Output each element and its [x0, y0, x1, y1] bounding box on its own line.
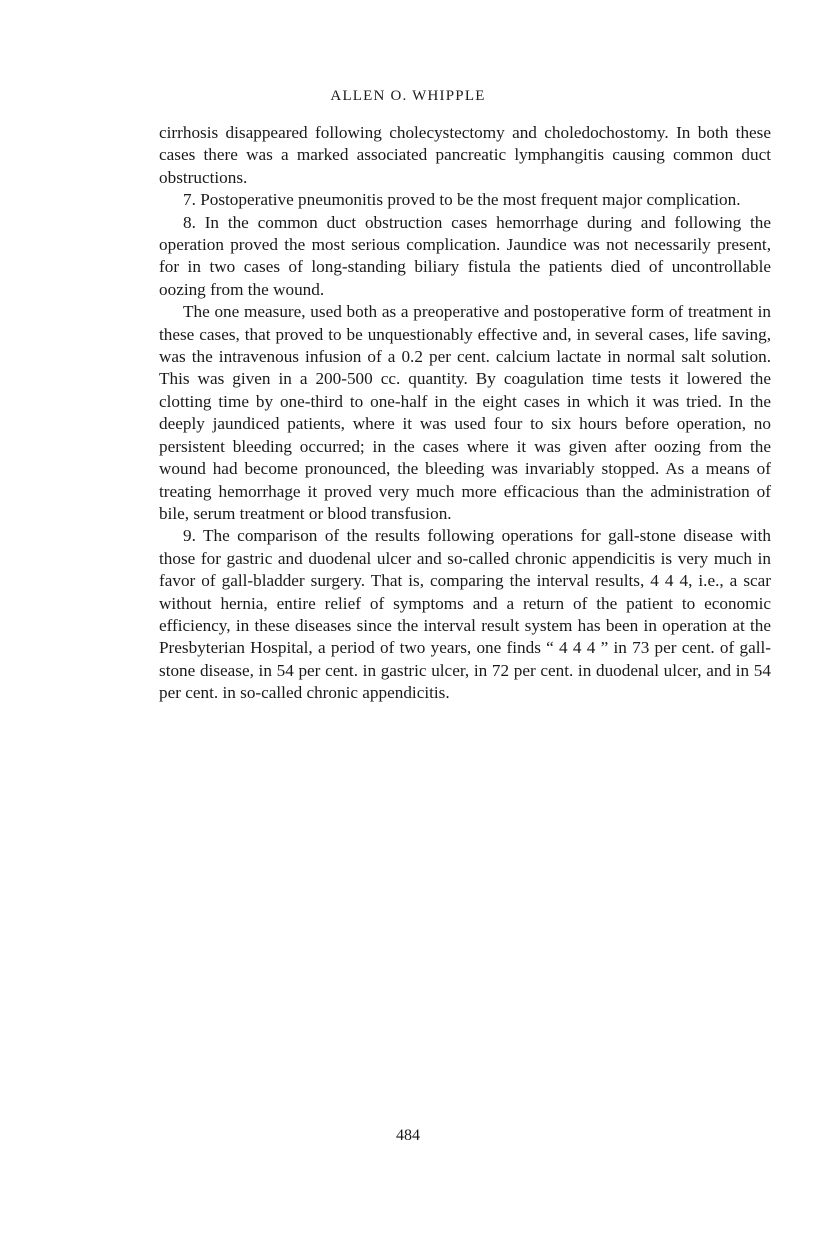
- paragraph-calcium-lactate: The one measure, used both as a preoperative and postoperative form of treatment in these cases, that proved to be unquestionably effective and, in several cases, life saving, was the intravenous infusion of a 0.2 per cent. calcium lactate in normal salt solution. This was given in a 200-500 cc. quantity. By coagulation time tests it lowered the clotting time by one-third to one-half in the eight cases in which it was tried. In the deeply jaundiced patients, where it was used four to six hours before operation, no persistent bleeding occurred; in the cases where it was given after oozing from the wound had become pronounced, the bleeding was invariably stopped. As a means of treating hemorrhage it proved very much more efficacious than the administration of bile, serum treatment or blood transfusion.: [159, 302, 771, 523]
- paragraph-item-8: 8. In the common duct obstruction cases hemorrhage during and following the operation proved the most serious complication. Jaundice was not necessarily present, for in two cases of long-standing biliary fistula the patients died of uncontrollable oozing from the wound.: [159, 212, 771, 299]
- body-text: [159, 122, 771, 705]
- paragraph-item-9: 9. The comparison of the results following operations for gall-stone disease with those for gastric and duodenal ulcer and so-called chronic appendicitis is very much in favor of gall-bladder surgery. That is, comparing the interval results, 4 4 4, i.e., a scar without hernia, entire relief of symptoms and a return of the patient to economic efficiency, in these diseases since the interval result system has been in operation at the Presbyterian Hospital, a period of two years, one finds “ 4 4 4 ” in 73 per cent. of gall-stone disease, in 54 per cent. in gastric ulcer, in 72 per cent. in duodenal ulcer, and in 54 per cent. in so-called chronic appendicitis.: [159, 526, 771, 703]
- running-head: ALLEN O. WHIPPLE: [330, 88, 486, 104]
- paragraph-item-7: 7. Postoperative pneumonitis proved to be the most frequent major complication.: [183, 190, 741, 210]
- page-number: 484: [396, 1127, 420, 1144]
- paragraph-cirrhosis-continuation: cirrhosis disappeared following cholecystectomy and choledochostomy. In both these cases there was a marked associated pancreatic lymphangitis causing common duct obstructions.: [159, 123, 771, 187]
